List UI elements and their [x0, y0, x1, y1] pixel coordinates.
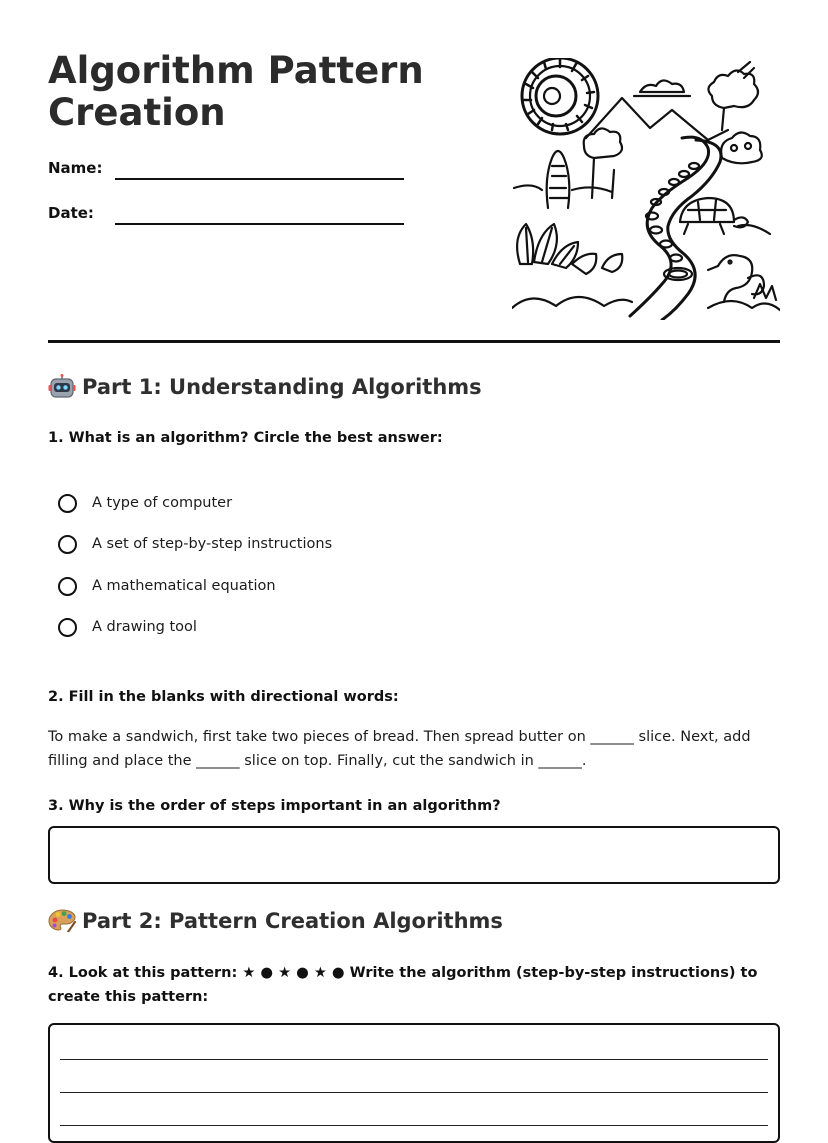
part1-heading [48, 374, 482, 399]
q1-option-3[interactable] [58, 574, 276, 598]
robot-icon [48, 374, 76, 398]
q1-option-4[interactable] [58, 615, 197, 639]
name-field[interactable] [48, 159, 408, 183]
q1-option-4-circle[interactable] [58, 618, 77, 637]
question-1-prompt: 1. What is an algorithm? Circle the best answer: [48, 430, 443, 446]
q1-option-1-circle[interactable] [58, 494, 77, 513]
answer-line-3[interactable] [60, 1125, 768, 1126]
part2-heading [48, 908, 503, 933]
answer-line-1[interactable] [60, 1059, 768, 1060]
date-line[interactable] [115, 223, 404, 225]
worksheet-header [48, 0, 780, 343]
part1-heading-text: Part 1: Understanding Algorithms [82, 375, 482, 399]
question-2-text: To make a sandwich, first take two pieces of bread. Then spread butter on ______ slice. Next, add filling and place the ______ slice on top. Finally, cut the sandwich in ______. [48, 729, 751, 769]
part2-heading-text: Part 2: Pattern Creation Algorithms [82, 909, 503, 933]
page-title: Algorithm Pattern Creation [48, 49, 424, 134]
question-3-prompt: 3. Why is the order of steps important in an algorithm? [48, 798, 501, 814]
path-landscape-illustration [512, 58, 780, 320]
question-4-answer-box[interactable] [48, 1023, 780, 1143]
name-line[interactable] [115, 178, 404, 180]
q1-option-2-label: A set of step-by-step instructions [92, 536, 333, 552]
q1-option-4-label: A drawing tool [92, 619, 197, 635]
q1-option-3-circle[interactable] [58, 577, 77, 596]
question-4-prompt: 4. Look at this pattern: ★ ● ★ ● ★ ● Write the algorithm (step-by-step instructions) to create this pattern: [48, 965, 758, 1005]
q1-option-2-circle[interactable] [58, 535, 77, 554]
question-2-prompt: 2. Fill in the blanks with directional words: [48, 689, 399, 705]
q1-option-1-label: A type of computer [92, 495, 233, 511]
question-3-answer-box[interactable] [48, 826, 780, 884]
q1-option-2[interactable] [58, 532, 332, 556]
palette-icon [48, 908, 76, 932]
name-label: Name: [48, 159, 103, 177]
worksheet-page [48, 0, 780, 1005]
answer-line-2[interactable] [60, 1092, 768, 1093]
date-label: Date: [48, 204, 94, 222]
date-field[interactable] [48, 204, 408, 228]
q1-option-1[interactable] [58, 491, 232, 515]
q1-option-3-label: A mathematical equation [92, 578, 276, 594]
